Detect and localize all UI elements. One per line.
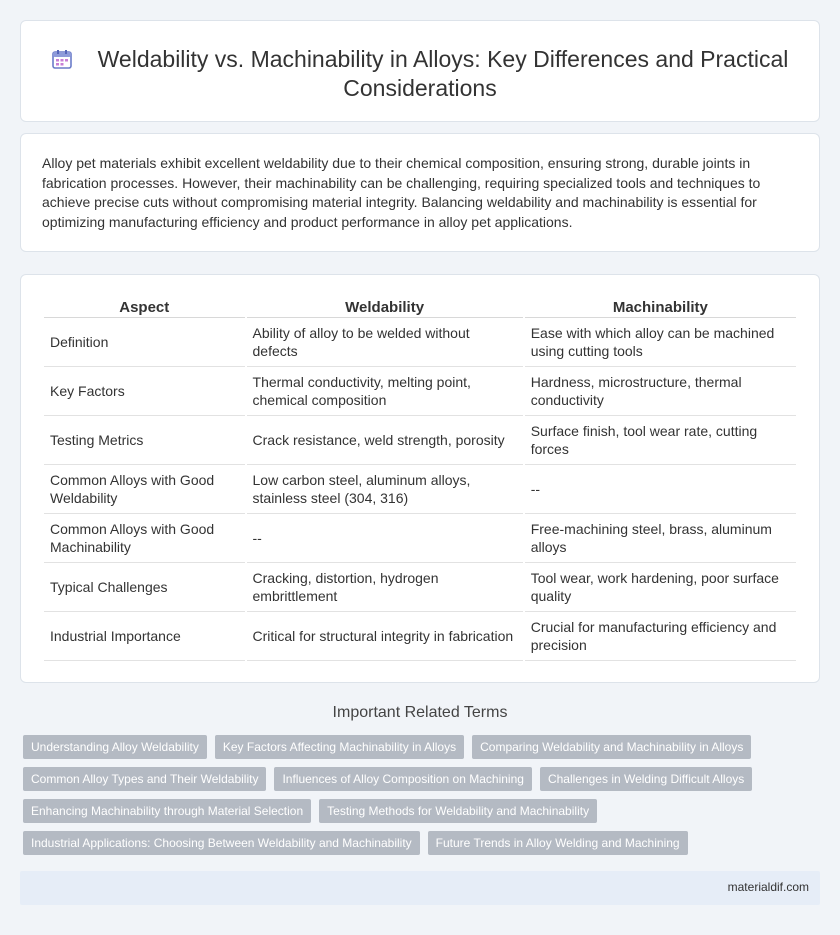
page-title-text: Weldability vs. Machinability in Alloys: Key Differences and Practical Considerations [97,46,789,101]
related-term-tag[interactable]: Future Trends in Alloy Welding and Machining [428,831,688,855]
table-cell: Cracking, distortion, hydrogen embrittlement [247,563,523,612]
table-cell: Crucial for manufacturing efficiency and precision [525,612,796,661]
table-cell: Surface finish, tool wear rate, cutting forces [525,416,796,465]
table-cell: Thermal conductivity, melting point, chemical composition [247,367,523,416]
table-header-row [44,296,796,318]
footer [20,871,820,905]
table-cell: Tool wear, work hardening, poor surface quality [525,563,796,612]
table-cell: Hardness, microstructure, thermal conductivity [525,367,796,416]
table-cell: Key Factors [44,367,245,416]
related-term-tag[interactable]: Enhancing Machinability through Material Selection [23,799,311,823]
related-term-tag[interactable]: Common Alloy Types and Their Weldability [23,767,266,791]
table-cell: Critical for structural integrity in fabrication [247,612,523,661]
related-term-tag[interactable]: Challenges in Welding Difficult Alloys [540,767,752,791]
table-cell: Definition [44,318,245,367]
intro-card [20,133,820,252]
tag-row [23,735,823,759]
table-row [44,416,796,465]
related-term-tag[interactable]: Comparing Weldability and Machinability in Alloys [472,735,751,759]
page-title [21,45,819,103]
title-card [20,20,820,122]
related-term-tag[interactable]: Testing Methods for Weldability and Machinability [319,799,597,823]
comparison-table [42,296,798,661]
table-cell: Common Alloys with Good Machinability [44,514,245,563]
table-cell: Typical Challenges [44,563,245,612]
header-aspect: Aspect [44,296,245,318]
header-machinability: Machinability [525,296,796,318]
comparison-table-card [20,274,820,683]
table-cell: Ease with which alloy can be machined using cutting tools [525,318,796,367]
table-cell: Low carbon steel, aluminum alloys, stainless steel (304, 316) [247,465,523,514]
table-cell: Free-machining steel, brass, aluminum alloys [525,514,796,563]
table-cell: Ability of alloy to be welded without defects [247,318,523,367]
table-cell: Testing Metrics [44,416,245,465]
tag-row [23,799,823,823]
table-cell: Crack resistance, weld strength, porosity [247,416,523,465]
table-cell: Industrial Importance [44,612,245,661]
related-term-tag[interactable]: Influences of Alloy Composition on Machining [274,767,531,791]
intro-paragraph: Alloy pet materials exhibit excellent weldability due to their chemical composition, ensuring strong, durable joints in fabrication processes. However, their machinability can be challenging, requiring specialized tools and techniques to achieve precise cuts without compromising material integrity. Balancing weldability and machinability is essential for optimizing manufacturing efficiency and product performance in alloy pet applications. [42,155,761,230]
related-term-tag[interactable]: Key Factors Affecting Machinability in Alloys [215,735,464,759]
header-weldability: Weldability [247,296,523,318]
table-row [44,367,796,416]
table-row [44,563,796,612]
table-cell: Common Alloys with Good Weldability [44,465,245,514]
table-cell: -- [247,514,523,563]
table-row [44,318,796,367]
table-cell: -- [525,465,796,514]
tag-row [23,767,823,791]
table-row [44,612,796,661]
related-terms-list [23,735,823,863]
footer-site-link[interactable]: materialdif.com [727,880,809,894]
related-term-tag[interactable]: Industrial Applications: Choosing Between Weldability and Machinability [23,831,420,855]
related-term-tag[interactable]: Understanding Alloy Weldability [23,735,207,759]
table-row [44,514,796,563]
tag-row [23,831,823,855]
related-terms-heading: Important Related Terms [332,704,508,721]
table-row [44,465,796,514]
calendar-icon [52,49,72,69]
